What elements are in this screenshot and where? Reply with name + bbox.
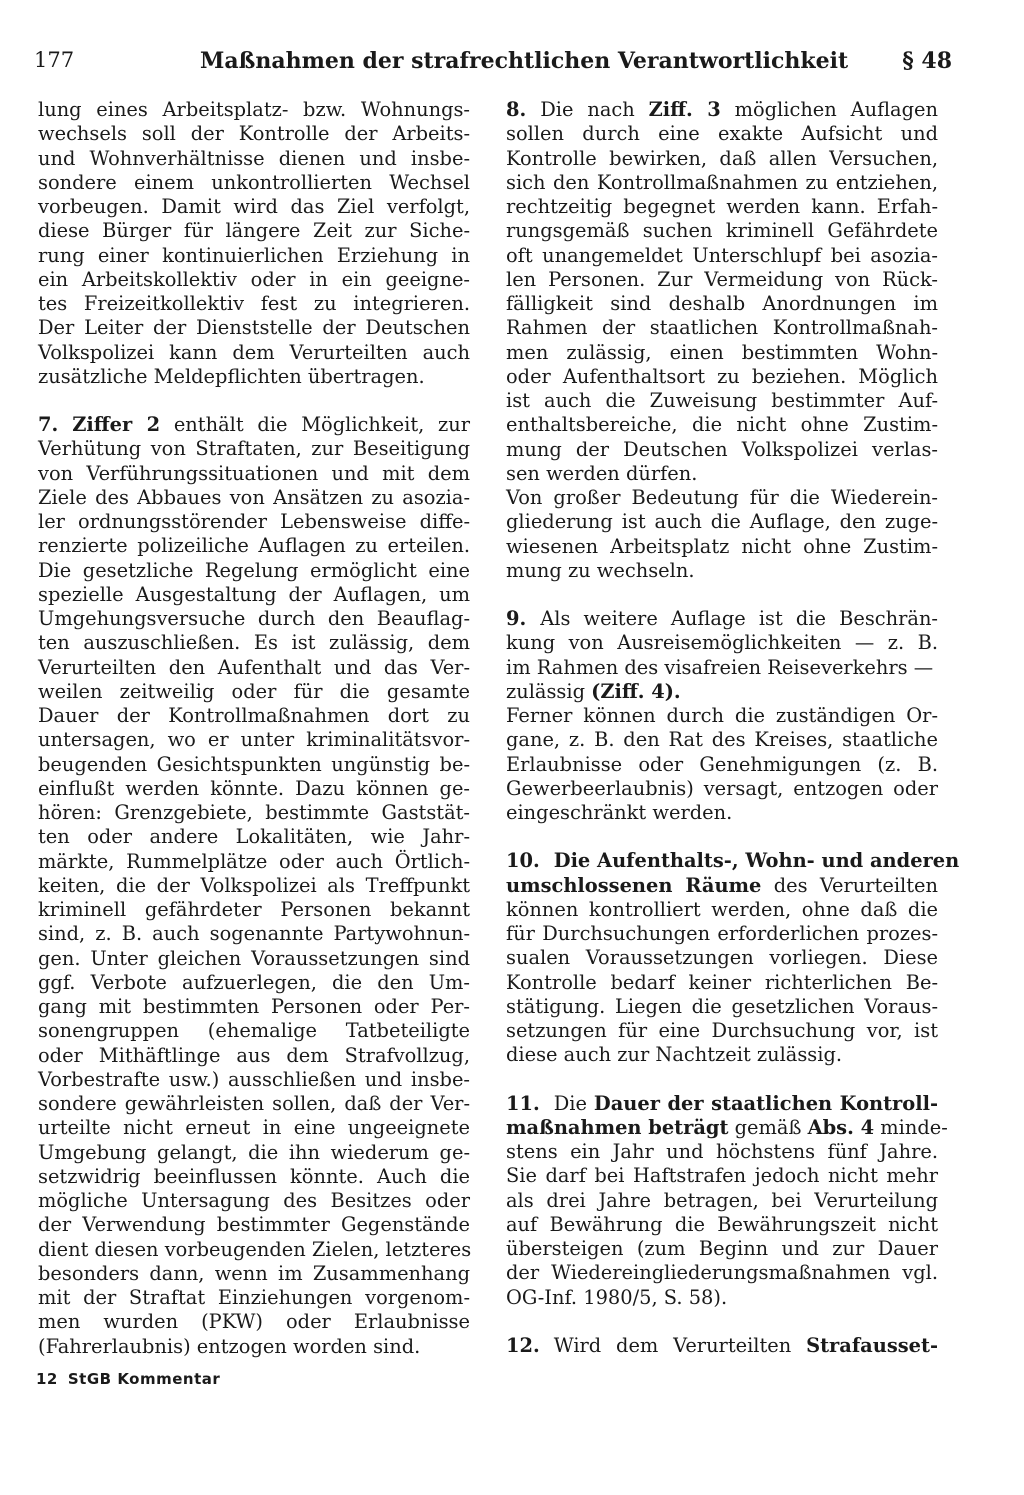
text-line: oder Mithäftlinge aus dem Strafvollzug,	[38, 1043, 470, 1067]
text-line: setzungen für eine Durchsuchung vor, ist	[506, 1019, 938, 1042]
text-line: Volkspolizei kann dem Verurteilten auch	[38, 340, 470, 364]
text-line: eingeschränkt werden.	[506, 801, 733, 824]
text-line: auf Bewährung die Bewährungszeit nicht	[506, 1212, 938, 1236]
text-line: ten auszuschließen. Es ist zulässig, dem	[38, 631, 470, 655]
text-line: Von großer Bedeutung für die Wiederein-	[506, 486, 938, 509]
paragraph-10	[506, 849, 960, 1067]
section-number: § 48	[902, 48, 952, 74]
text-line: oft unangemeldet Unterschlupf bei asozia-	[506, 243, 938, 267]
text-line: dient diesen vorbeugenden Zielen, letzteres	[38, 1237, 472, 1261]
text-line: ggf. Verbote aufzuerlegen, die den Um-	[38, 970, 470, 994]
text-line: einflußt werden könnte. Dazu können ge-	[38, 776, 470, 800]
text-line: Verurteilten den Aufenthalt und das Ver-	[38, 655, 470, 679]
text-line: Ziele des Abbaues von Ansätzen zu asozia-	[38, 485, 470, 509]
text-line: (Fahrerlaubnis) entzogen worden sind.	[38, 1334, 421, 1358]
text-line: sind, z. B. auch sogenannte Partywohnun-	[38, 922, 470, 946]
text-line: rechtzeitig begegnet werden kann. Erfah-	[506, 195, 938, 218]
signature-text: StGB Kommentar	[67, 1370, 221, 1388]
right-column	[506, 98, 960, 1358]
text-line: setzwidrig beeinflussen könnte. Auch die	[38, 1164, 470, 1188]
text-line: renzierte polizeiliche Auflagen zu erteilen.	[38, 534, 470, 558]
text-line: sen werden dürfen.	[506, 461, 698, 485]
running-title: Maßnahmen der strafrechtlichen Verantwortlichkeit	[200, 48, 849, 74]
text-line: übersteigen (zum Beginn und zur Dauer	[506, 1237, 938, 1260]
text-line: können kontrolliert werden, ohne daß die	[506, 897, 938, 921]
text-line: Der Leiter der Dienststelle der Deutschen	[38, 316, 470, 340]
paragraph-12	[506, 1334, 938, 1358]
text-line: mit der Straftat Einziehungen vorgenom-	[38, 1286, 470, 1309]
paragraph-12-first-line: 12. Wird dem Verurteilten Strafausset-	[506, 1333, 938, 1357]
text-line: rung einer kontinuierlichen Erziehung in	[38, 243, 470, 267]
text-line: kriminell gefährdeter Personen bekannt	[38, 898, 470, 921]
text-line: Kontrolle bewirken, daß allen Versuchen,	[506, 146, 938, 170]
text-line: im Rahmen des visafreien Reiseverkehrs —	[506, 655, 934, 679]
text-line: Erlaubnisse oder Genehmigungen (z. B.	[506, 752, 938, 776]
text-line: enthaltsbereiche, die nicht ohne Zustim-	[506, 413, 938, 437]
text-line: Verhütung von Straftaten, zur Beseitigung	[38, 437, 470, 461]
text-line: gane, z. B. den Rat des Kreises, staatliche	[506, 728, 938, 752]
text-line: hören: Grenzgebiete, bestimmte Gaststät-	[38, 801, 470, 824]
text-line: oder Aufenthaltsort zu beziehen. Möglich	[506, 364, 938, 388]
text-line: für Durchsuchungen erforderlichen prozes-	[506, 922, 938, 945]
text-line: ein Arbeitskollektiv oder in ein geeigne-	[38, 267, 470, 291]
text-line: rungsgemäß suchen kriminell Gefährdete	[506, 219, 938, 243]
text-line: Umgebung gelangt, die ihn wiederum ge-	[38, 1140, 470, 1164]
text-line: ist auch die Zuweisung bestimmter Auf-	[506, 389, 938, 412]
paragraph-continuation	[38, 98, 470, 389]
text-line: Gewerbeerlaubnis) versagt, entzogen oder	[506, 776, 938, 800]
paragraph-7	[38, 413, 470, 1359]
text-line: zusätzliche Meldepflichten übertragen.	[38, 364, 425, 388]
text-line: tes Freizeitkollektiv fest zu integrieren.	[38, 292, 470, 315]
text-line: sonengruppen (ehemalige Tatbeteiligte	[38, 1019, 470, 1043]
text-line: men wurden (PKW) oder Erlaubnisse	[38, 1310, 470, 1334]
text-line: mung zu wechseln.	[506, 558, 695, 582]
text-line: märkte, Rummelplätze oder auch Örtlich-	[38, 849, 470, 873]
paragraph-9-last-line: zulässig (Ziff. 4).	[506, 679, 681, 703]
text-line: der Verwendung bestimmter Gegenstände	[38, 1213, 470, 1237]
text-line: von Verführungssituationen und mit dem	[38, 461, 470, 485]
text-line: als drei Jahre betragen, bei Verurteilung	[506, 1188, 938, 1212]
text-line: sich den Kontrollmaßnahmen zu entziehen,	[506, 170, 938, 194]
paragraph-8-first-line: 8. Die nach Ziff. 3 möglichen Auflagen	[506, 98, 938, 121]
text-line: sondere gewährleisten sollen, daß der Ver-	[38, 1092, 470, 1115]
paragraph-9	[506, 607, 938, 825]
text-line: beugenden Gesichtspunkten ungünstig be-	[38, 752, 470, 776]
paragraph-9-first-line: 9. Als weitere Auflage ist die Beschrän-	[506, 607, 938, 630]
text-line: diese auch zur Nachtzeit zulässig.	[506, 1043, 843, 1067]
text-line: Vorbestrafte usw.) ausschließen und insbe-	[38, 1067, 470, 1091]
printer-signature	[36, 1370, 220, 1388]
text-line: lung eines Arbeitsplatz- bzw. Wohnungs-	[38, 98, 470, 121]
text-line: sollen durch eine exakte Aufsicht und	[506, 122, 938, 146]
text-line: besonders dann, wenn im Zusammenhang	[38, 1261, 470, 1285]
page-header	[34, 42, 952, 82]
text-line: ler ordnungsstörender Lebensweise diffe-	[38, 510, 470, 533]
text-line: kung von Ausreisemöglichkeiten — z. B.	[506, 631, 938, 655]
text-line: mögliche Untersagung des Besitzes oder	[38, 1189, 470, 1212]
text-line: stätigung. Liegen die gesetzlichen Voraus-	[506, 994, 938, 1018]
text-line: gen. Unter gleichen Voraussetzungen sind	[38, 946, 470, 970]
text-line: stens ein Jahr und höchstens fünf Jahre.	[506, 1140, 938, 1163]
text-line: gang mit bestimmten Personen oder Per-	[38, 995, 470, 1018]
text-line: men zulässig, einen bestimmten Wohn-	[506, 340, 938, 364]
text-line: Ferner können durch die zuständigen Or-	[506, 704, 938, 727]
text-line: Kontrolle bedarf keiner richterlichen Be-	[506, 970, 938, 994]
text-line: fälligkeit sind deshalb Anordnungen im	[506, 292, 938, 315]
text-line: ten oder andere Lokalitäten, wie Jahr-	[38, 825, 470, 849]
text-line: vorbeugen. Damit wird das Ziel verfolgt,	[38, 195, 470, 218]
text-line: Dauer der Kontrollmaßnahmen dort zu	[38, 704, 470, 727]
page-number: 177	[34, 48, 75, 72]
text-line: keiten, die der Volkspolizei als Treffpunkt	[38, 873, 470, 897]
text-line: untersagen, wo er unter kriminalitätsvor-	[38, 728, 470, 752]
left-column	[38, 98, 470, 1359]
paragraph-11-second-line: maßnahmen beträgt gemäß Abs. 4 minde-	[506, 1115, 948, 1139]
text-line: der Wiedereingliederungsmaßnahmen vgl.	[506, 1261, 938, 1285]
paragraph-8	[506, 98, 938, 583]
text-line: Rahmen der staatlichen Kontrollmaßnah-	[506, 316, 938, 340]
text-line: Sie darf bei Haftstrafen jedoch nicht mehr	[506, 1164, 938, 1188]
paragraph-10-second-line: umschlossenen Räume des Verurteilten	[506, 873, 938, 897]
text-line: gliederung ist auch die Auflage, den zuge-	[506, 510, 938, 534]
text-line: mung der Deutschen Volkspolizei verlas-	[506, 437, 938, 461]
paragraph-10-first-line: 10. Die Aufenthalts-, Wohn- und anderen	[506, 849, 960, 873]
paragraph-11-first-line: 11. Die Dauer der staatlichen Kontroll-	[506, 1091, 938, 1115]
text-line: urteilte nicht erneut in eine ungeeignete	[38, 1116, 470, 1140]
text-line: wechsels soll der Kontrolle der Arbeits-	[38, 122, 470, 146]
text-line: sondere einem unkontrollierten Wechsel	[38, 170, 470, 194]
text-line: sualen Voraussetzungen vorliegen. Diese	[506, 946, 938, 970]
text-line: diese Bürger für längere Zeit zur Siche-	[38, 219, 470, 243]
paragraph-11	[506, 1091, 948, 1310]
text-line: Umgehungsversuche durch den Beauflag-	[38, 607, 470, 630]
text-line: spezielle Ausgestaltung der Auflagen, um	[38, 582, 470, 606]
text-line: wiesenen Arbeitsplatz nicht ohne Zustim-	[506, 534, 938, 558]
text-line: Die gesetzliche Regelung ermöglicht eine	[38, 558, 470, 582]
signature-number: 12	[36, 1370, 58, 1388]
paragraph-7-first-line: 7. Ziffer 2 enthält die Möglichkeit, zur	[38, 413, 471, 436]
text-line: und Wohnverhältnisse dienen und insbe-	[38, 146, 470, 170]
text-line: weilen zeitweilig oder für die gesamte	[38, 679, 470, 703]
text-line: OG-Inf. 1980/5, S. 58).	[506, 1285, 728, 1309]
text-line: len Personen. Zur Vermeidung von Rück-	[506, 267, 938, 291]
